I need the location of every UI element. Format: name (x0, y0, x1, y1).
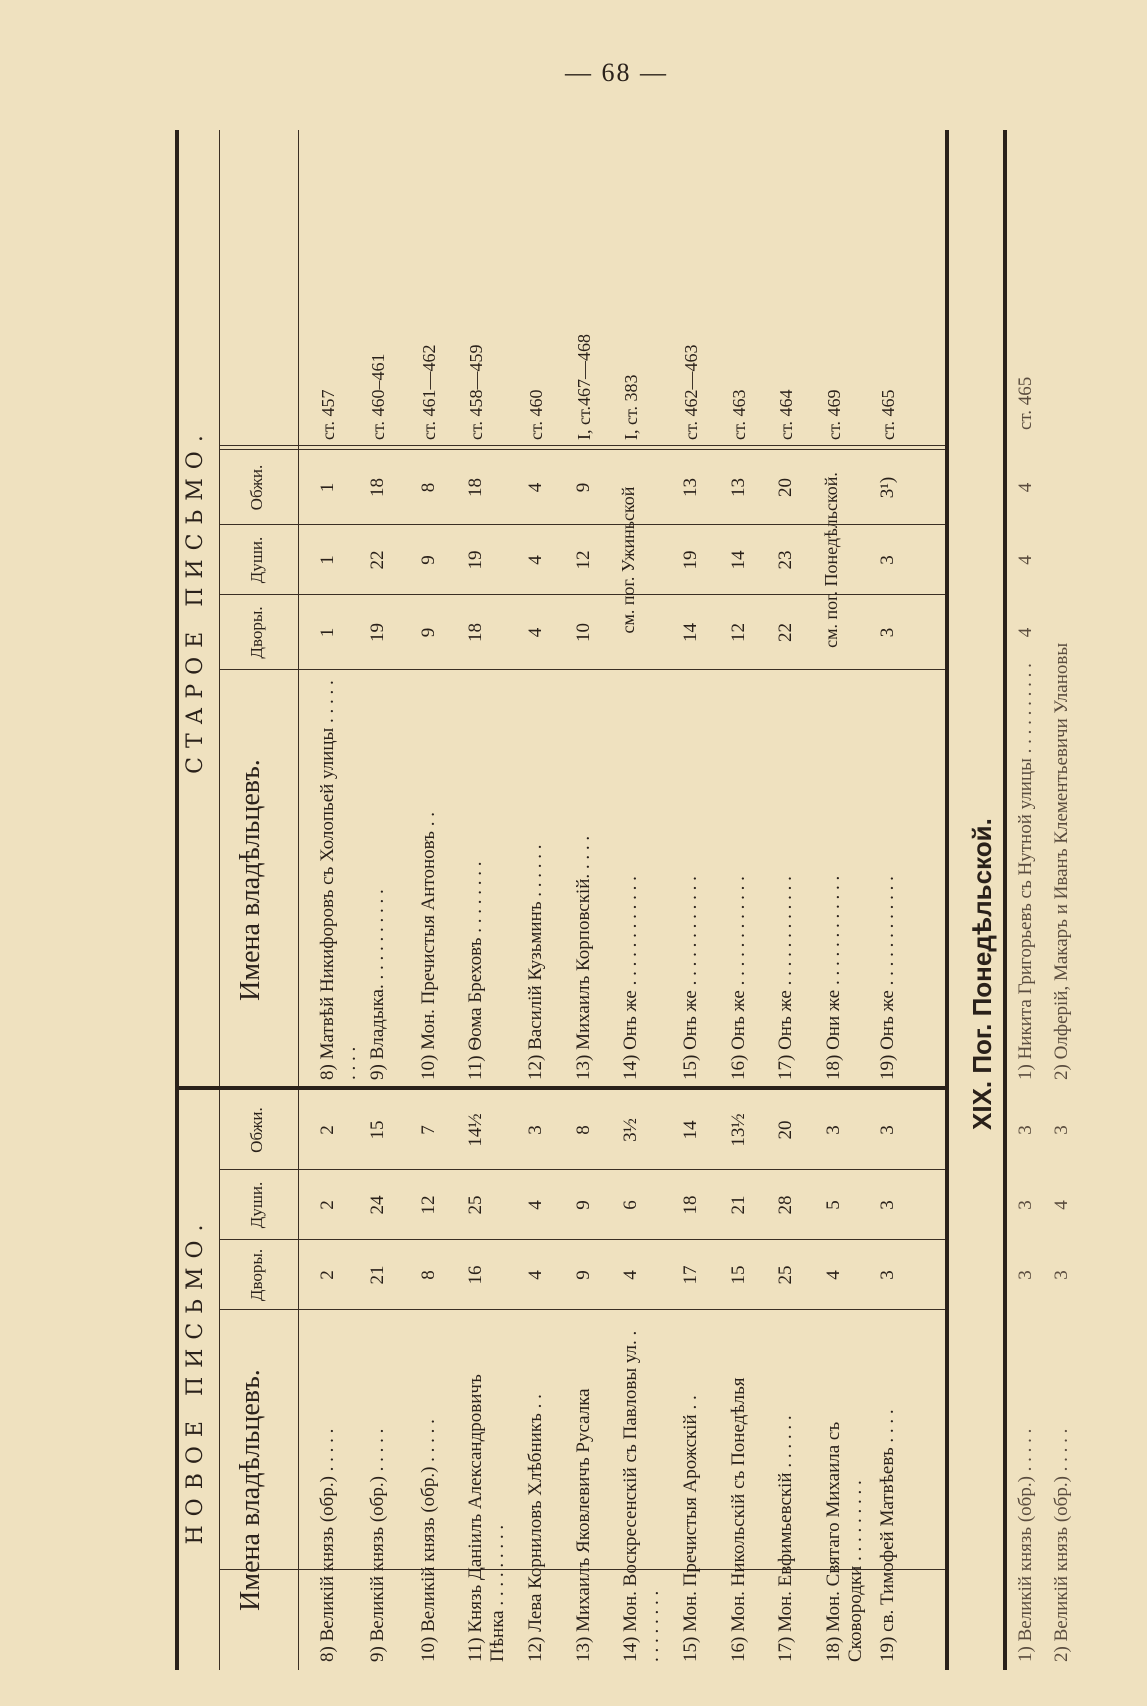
old-tax-cell: 18 (465, 478, 486, 497)
new-tax-cell: 15 (367, 1120, 388, 1140)
new-owner-cell: 11) Князь Даніилъ Александровичъ Пѣнка . . . . . . . . . (465, 1374, 508, 1662)
header-bottom-line (298, 130, 299, 1670)
new-souls-cell: 28 (775, 1195, 796, 1215)
source-reference-cell: ст. 458—459 (466, 344, 486, 440)
old-courts-header: Дворы. (247, 606, 266, 659)
new-tax-cell: 8 (573, 1125, 594, 1135)
old-souls-cell: 12 (573, 550, 594, 570)
old-see-reference: см. пог. Понедѣльской. (821, 472, 841, 648)
old-owners-header: Имена владѣльцевъ. (235, 759, 266, 1001)
new-souls-cell: 21 (728, 1195, 749, 1215)
old-courts-cell: 14 (680, 623, 701, 642)
source-reference-cell: ст. 461—462 (419, 344, 439, 440)
old-souls-cell: 22 (367, 550, 388, 570)
old-souls-cell: 1 (317, 555, 338, 565)
page-number: — 68 — (565, 58, 668, 87)
new-souls-header: Души. (247, 1181, 266, 1229)
new-tax-cell: 7 (418, 1125, 439, 1135)
subsection-title: XIX. Пог. Понедѣльской. (967, 818, 997, 1130)
old-tax-cell: 13 (680, 478, 701, 497)
source-reference-cell: I, ст.467—468 (574, 334, 594, 440)
new-tax-cell: 3 (525, 1125, 546, 1135)
new-courts-cell: 3 (1051, 1270, 1072, 1280)
old-souls-cell: 9 (418, 555, 439, 565)
source-reference-cell: ст. 469 (824, 389, 844, 440)
old-tax-cell: 4 (525, 482, 546, 493)
old-owner-cell: 19) Онъ же . . . . . . . . . . . . (877, 876, 898, 1080)
new-courts-cell: 2 (317, 1270, 338, 1280)
new-tax-cell: 14½ (465, 1113, 486, 1147)
source-reference-cell: I, ст. 383 (621, 374, 641, 440)
new-tax-cell: 3½ (620, 1118, 641, 1142)
old-tax-cell: 13 (728, 478, 749, 497)
new-owner-cell: 19) св. Тимофей Матвѣевъ . . . . (877, 1409, 898, 1662)
old-souls-cell: 3 (877, 555, 898, 565)
new-courts-cell: 17 (680, 1265, 701, 1285)
old-courts-cell: 10 (573, 623, 594, 642)
old-owner-cell: 18) Они же . . . . . . . . . . . . (823, 875, 844, 1080)
source-reference-cell: ст. 462—463 (681, 344, 701, 440)
old-section-title: СТАРОЕ ПИСЬМО. (183, 426, 208, 774)
new-courts-cell: 4 (525, 1270, 546, 1280)
new-owner-cell: 16) Мон. Никольскій съ Понедѣлья (728, 1377, 749, 1662)
new-owner-cell: 2) Великій князь (обр.) . . . . . (1051, 1428, 1072, 1662)
old-souls-cell: 19 (680, 550, 701, 570)
new-owner-cell: 17) Мон. Евфимьевскій . . . . . . (775, 1415, 796, 1662)
new-courts-cell: 15 (728, 1265, 749, 1285)
source-reference-cell: ст. 465 (878, 389, 898, 440)
new-owner-cell: 12) Лева Корниловъ Хлѣбникъ . . (525, 1394, 546, 1662)
new-owner-cell: 8) Великій князь (обр.) . . . . . (317, 1428, 338, 1662)
old-souls-cell: 4 (1015, 555, 1036, 565)
new-souls-cell: 25 (465, 1195, 486, 1215)
new-courts-cell: 21 (367, 1265, 388, 1285)
new-souls-cell: 24 (367, 1195, 388, 1215)
old-owner-cell: 10) Мон. Пречистыя Антоновъ . . (418, 812, 439, 1080)
old-souls-cell: 19 (465, 550, 486, 570)
old-owner-cell: 12) Василій Кузьминъ . . . . . . (525, 844, 546, 1080)
new-tax-header: Обжи. (247, 1107, 266, 1153)
old-tax-cell: 20 (775, 478, 796, 497)
new-courts-cell: 4 (620, 1270, 641, 1280)
source-reference-cell: ст. 460–461 (368, 353, 388, 440)
old-souls-cell: 23 (775, 550, 796, 570)
old-courts-cell: 18 (465, 623, 486, 642)
old-tax-cell: 1 (317, 482, 338, 493)
new-owner-cell: 10) Великій князь (обр.) . . . . . (418, 1419, 439, 1662)
table-top-border (175, 130, 179, 1670)
old-courts-cell: 4 (1015, 627, 1036, 638)
col-line (219, 445, 945, 446)
new-tax-cell: 13½ (728, 1113, 749, 1147)
old-owner-cell: 1) Никита Григорьевъ съ Нутной улицы . . . . . . . . . . (1015, 663, 1036, 1080)
new-souls-cell: 3 (877, 1200, 898, 1210)
new-tax-cell: 3 (877, 1125, 898, 1135)
old-owner-cell: 2) Олферій, Макаръ и Иванъ Клементьевичи Улановы (1051, 642, 1072, 1080)
header-divider (219, 130, 220, 1670)
new-tax-cell: 14 (680, 1120, 701, 1140)
old-courts-cell: 22 (775, 623, 796, 642)
new-courts-header: Дворы. (247, 1248, 266, 1302)
old-souls-cell: 4 (525, 555, 546, 565)
old-tax-cell: 8 (418, 482, 439, 493)
new-courts-cell: 25 (775, 1265, 796, 1285)
source-reference-cell: ст. 464 (776, 389, 796, 440)
old-owner-cell: 17) Онъ же . . . . . . . . . . . . (775, 876, 796, 1080)
new-souls-cell: 18 (680, 1195, 701, 1215)
new-tax-cell: 3 (823, 1125, 844, 1135)
old-owner-cell: 8) Матвѣй Никифоровъ съ Холопьей улицы . . . . . . . . . (317, 680, 360, 1080)
old-courts-cell: 3 (877, 627, 898, 638)
source-reference-cell: ст. 465 (1015, 376, 1036, 430)
old-tax-header: Обжи. (247, 464, 266, 511)
new-tax-cell: 3 (1051, 1125, 1072, 1135)
new-souls-cell: 12 (418, 1195, 439, 1215)
new-section-title: НОВОЕ ПИСЬМО. (183, 1215, 208, 1545)
new-souls-cell: 4 (525, 1200, 546, 1210)
new-souls-cell: 6 (620, 1200, 641, 1210)
subsection-divider (1003, 130, 1007, 1670)
table-bottom-border (945, 130, 949, 1670)
new-owner-cell: 14) Мон. Воскресенскій съ Павловы ул. . . . . . . . . . (620, 1330, 663, 1662)
new-tax-cell: 20 (775, 1120, 796, 1140)
old-tax-cell: 4 (1015, 482, 1036, 493)
old-see-reference: см. пог. Ужиньской (618, 486, 638, 634)
source-reference-cell: ст. 457 (318, 389, 338, 440)
old-owner-cell: 11) Ѳома Бреховъ . . . . . . . . (465, 861, 486, 1080)
new-tax-cell: 2 (317, 1125, 338, 1135)
new-owner-cell: 13) Михаилъ Яковлевичъ Русалка (573, 1388, 594, 1662)
rotated-table (175, 130, 1072, 1670)
new-owner-cell: 9) Великій князь (обр.) . . . . . (367, 1428, 388, 1662)
old-courts-cell: 9 (418, 627, 439, 638)
new-tax-cell: 3 (1015, 1125, 1036, 1135)
source-reference-cell: ст. 463 (729, 389, 749, 440)
old-courts-cell: 19 (367, 623, 388, 642)
new-owner-cell: 15) Мон. Пречистыя Арожскій . . (680, 1395, 701, 1662)
old-tax-cell: 18 (367, 478, 388, 497)
new-owners-header: Имена владѣльцевъ. (235, 1369, 266, 1611)
new-souls-cell: 3 (1015, 1200, 1036, 1210)
new-souls-cell: 2 (317, 1200, 338, 1210)
old-owner-cell: 13) Михаилъ Корповскій. . . . . (573, 835, 594, 1080)
old-owner-cell: 14) Онъ же . . . . . . . . . . . . (620, 876, 641, 1080)
old-tax-cell: 3¹) (877, 476, 898, 499)
source-reference-cell: ст. 460 (526, 389, 546, 440)
new-souls-cell: 5 (823, 1200, 844, 1210)
new-owner-cell: 1) Великій князь (обр.) . . . . . (1015, 1428, 1036, 1662)
old-souls-header: Души. (247, 536, 266, 584)
old-tax-cell: 9 (573, 482, 594, 493)
new-courts-cell: 9 (573, 1270, 594, 1280)
new-souls-cell: 4 (1051, 1200, 1072, 1210)
old-owner-cell: 16) Онъ же . . . . . . . . . . . . (728, 876, 749, 1080)
old-courts-cell: 1 (317, 627, 338, 638)
new-souls-cell: 9 (573, 1200, 594, 1210)
old-courts-cell: 4 (525, 627, 546, 638)
new-courts-cell: 3 (1015, 1270, 1036, 1280)
old-souls-cell: 14 (728, 550, 749, 570)
old-courts-cell: 12 (728, 623, 749, 642)
new-courts-cell: 3 (877, 1270, 898, 1280)
new-courts-cell: 8 (418, 1270, 439, 1280)
new-courts-cell: 4 (823, 1270, 844, 1280)
new-owner-cell: 18) Мон. Святаго Михаила съ Сковородки . . . . . . . . . (823, 1421, 866, 1662)
old-owner-cell: 9) Владыка. . . . . . . . . . . (367, 889, 388, 1080)
new-courts-cell: 16 (465, 1265, 486, 1285)
old-owner-cell: 15) Онъ же . . . . . . . . . . . . (680, 876, 701, 1080)
